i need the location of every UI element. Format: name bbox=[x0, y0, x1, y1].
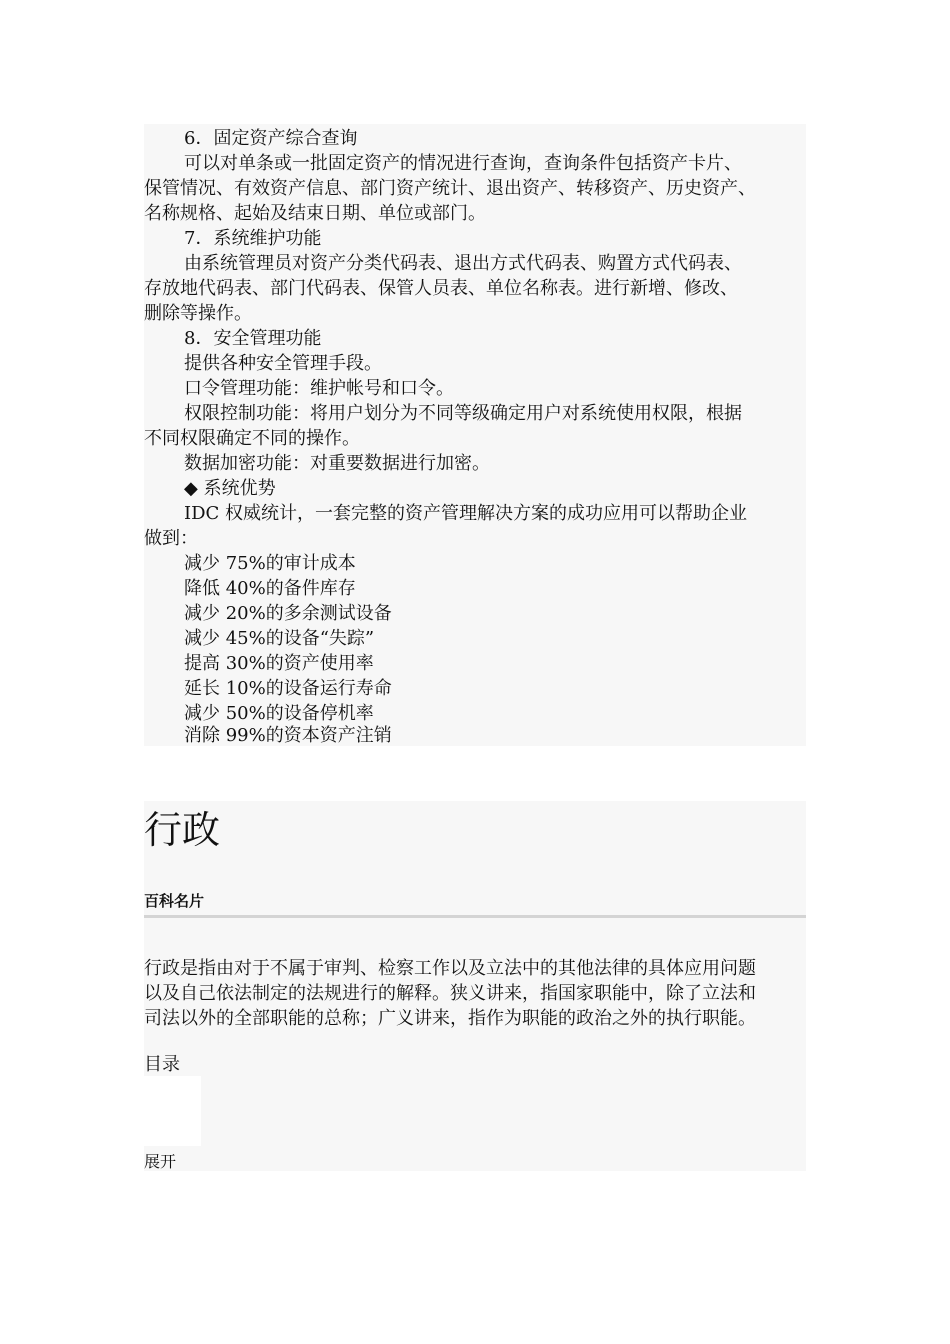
text-line: 权限控制功能：将用户划分为不同等级确定用户对系统使用权限，根据 bbox=[184, 403, 742, 424]
article-paragraph-line: 司法以外的全部职能的总称；广义讲来，指作为职能的政治之外的执行职能。 bbox=[144, 1008, 756, 1029]
text-line: 不同权限确定不同的操作。 bbox=[144, 428, 360, 449]
text-line: 做到： bbox=[144, 528, 198, 549]
text-line: 减少 20%的多余测试设备 bbox=[184, 603, 392, 624]
text-line: IDC 权威统计，一套完整的资产管理解决方案的成功应用可以帮助企业 bbox=[184, 503, 748, 524]
expand-link[interactable]: 展开 bbox=[144, 1152, 177, 1171]
divider bbox=[144, 915, 806, 918]
text-line: 消除 99%的资本资产注销 bbox=[184, 725, 392, 746]
text-line: ◆ 系统优势 bbox=[184, 478, 276, 499]
text-line: 存放地代码表、部门代码表、保管人员表、单位名称表。进行新增、修改、 bbox=[144, 278, 738, 299]
article-paragraph-line: 行政是指由对于不属于审判、检察工作以及立法中的其他法律的具体应用问题 bbox=[144, 958, 756, 979]
text-line: 降低 40%的备件库存 bbox=[184, 578, 356, 599]
article-subtitle: 百科名片 bbox=[144, 892, 205, 910]
article-section bbox=[144, 801, 806, 1171]
toc-box bbox=[144, 1076, 201, 1146]
text-line: 提供各种安全管理手段。 bbox=[184, 353, 382, 374]
text-line: 数据加密功能：对重要数据进行加密。 bbox=[184, 453, 490, 474]
text-line: 减少 45%的设备“失踪” bbox=[184, 628, 375, 649]
text-line: 8．安全管理功能 bbox=[184, 328, 322, 349]
text-line: 由系统管理员对资产分类代码表、退出方式代码表、购置方式代码表、 bbox=[184, 253, 742, 274]
text-line: 保管情况、有效资产信息、部门资产统计、退出资产、转移资产、历史资产、 bbox=[144, 178, 756, 199]
text-line: 6．固定资产综合查询 bbox=[184, 128, 358, 149]
text-line: 可以对单条或一批固定资产的情况进行查询，查询条件包括资产卡片、 bbox=[184, 153, 742, 174]
text-line: 减少 50%的设备停机率 bbox=[184, 703, 374, 724]
text-line: 提高 30%的资产使用率 bbox=[184, 653, 374, 674]
text-line: 删除等操作。 bbox=[144, 303, 252, 324]
text-line: 口令管理功能：维护帐号和口令。 bbox=[184, 378, 454, 399]
text-line: 延长 10%的设备运行寿命 bbox=[184, 678, 392, 699]
text-line: 减少 75%的审计成本 bbox=[184, 553, 356, 574]
toc-label: 目录 bbox=[144, 1054, 180, 1075]
text-line: 7．系统维护功能 bbox=[184, 228, 322, 249]
article-title: 行政 bbox=[144, 808, 221, 852]
article-paragraph-line: 以及自己依法制定的法规进行的解释。狭义讲来，指国家职能中，除了立法和 bbox=[144, 983, 756, 1004]
text-line: 名称规格、起始及结束日期、单位或部门。 bbox=[144, 203, 486, 224]
features-section bbox=[144, 124, 806, 746]
